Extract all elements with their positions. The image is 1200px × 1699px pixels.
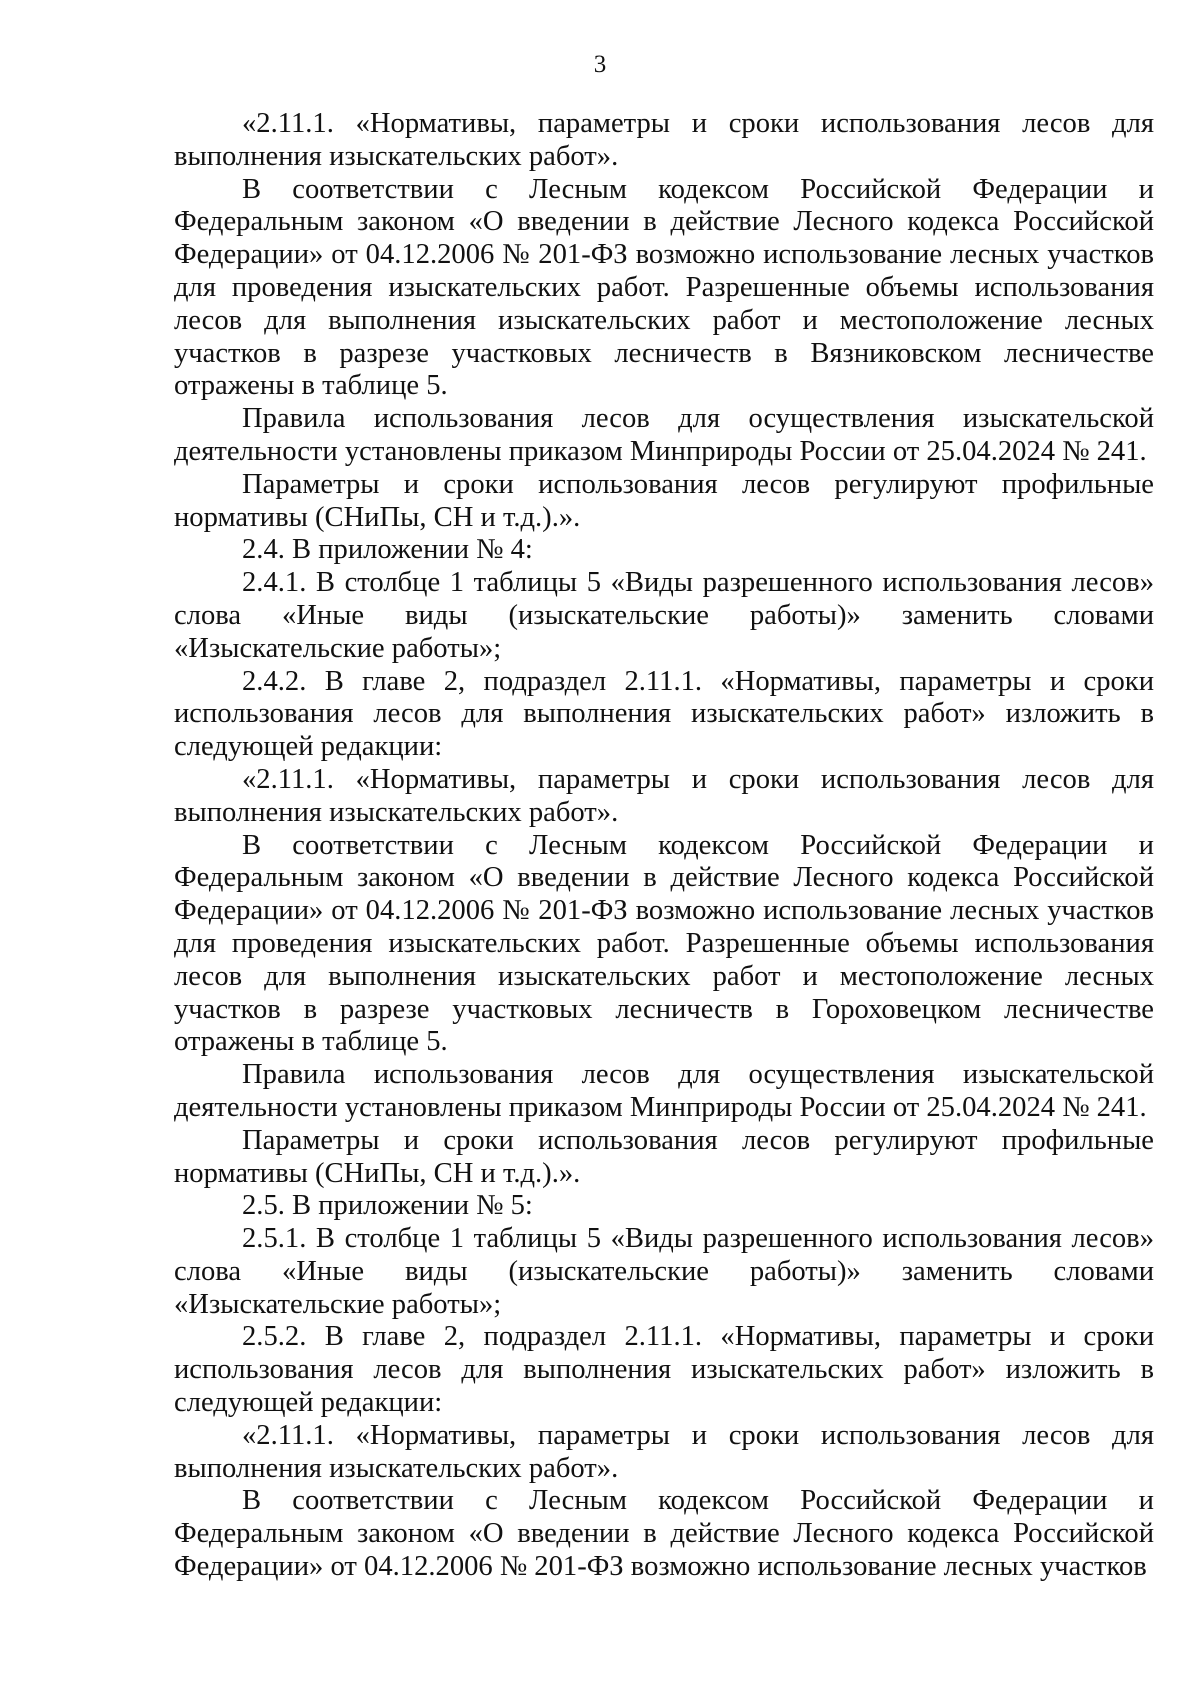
- paragraph-amendment: 2.4.1. В столбце 1 таблицы 5 «Виды разрешенного использования лесов» слова «Иные виды (изыскательские работы)» заменить словами «Изыскательские работы»;: [174, 567, 1154, 664]
- paragraph-parameters: Параметры и сроки использования лесов регулируют профильные нормативы (СНиПы, СН и т.д.).».: [174, 468, 1154, 533]
- paragraph-amendment: 2.4.2. В главе 2, подраздел 2.11.1. «Нормативы, параметры и сроки использования лесов для выполнения изыскательских работ» изложить в следующей редакции:: [174, 665, 1154, 763]
- paragraph-parameters: Параметры и сроки использования лесов регулируют профильные нормативы (СНиПы, СН и т.д.).».: [174, 1124, 1154, 1189]
- paragraph-subsection-title: «2.11.1. «Нормативы, параметры и сроки использования лесов для выполнения изыскательских работ».: [174, 108, 1154, 172]
- paragraph-amendment: 2.5.1. В столбце 1 таблицы 5 «Виды разрешенного использования лесов» слова «Иные виды (изыскательские работы)» заменить словами «Изыскательские работы»;: [174, 1223, 1154, 1320]
- page-number: 3: [593, 51, 607, 78]
- paragraph-appendix-heading: 2.4. В приложении № 4:: [242, 534, 533, 566]
- paragraph-appendix-heading: 2.5. В приложении № 5:: [242, 1190, 533, 1222]
- paragraph-legal-basis: В соответствии с Лесным кодексом Российской Федерации и Федеральным законом «О введении в действие Лесного кодекса Российской Федерации» от 04.12.2006 № 201-ФЗ возможно использование лесных участков: [174, 1485, 1154, 1583]
- paragraph-legal-basis: В соответствии с Лесным кодексом Российской Федерации и Федеральным законом «О введении в действие Лесного кодекса Российской Федерации» от 04.12.2006 № 201-ФЗ возможно использование лесных участков для проведения изыскательских работ. Разрешенные объемы использования лесов для выполнения изыскательских работ и местоположение лесных участков в разрезе участковых лесничеств в Гороховецком лесничестве отражены в таблице 5.: [174, 829, 1154, 1058]
- paragraph-legal-basis: В соответствии с Лесным кодексом Российской Федерации и Федеральным законом «О введении в действие Лесного кодекса Российской Федерации» от 04.12.2006 № 201-ФЗ возможно использование лесных участков для проведения изыскательских работ. Разрешенные объемы использования лесов для выполнения изыскательских работ и местоположение лесных участков в разрезе участковых лесничеств в Вязниковском лесничестве отражены в таблице 5.: [174, 173, 1154, 402]
- paragraph-amendment: 2.5.2. В главе 2, подраздел 2.11.1. «Нормативы, параметры и сроки использования лесов для выполнения изыскательских работ» изложить в следующей редакции:: [174, 1321, 1154, 1419]
- paragraph-rules: Правила использования лесов для осуществления изыскательской деятельности установлены приказом Минприроды России от 25.04.2024 № 241.: [174, 1059, 1154, 1123]
- paragraph-rules: Правила использования лесов для осуществления изыскательской деятельности установлены приказом Минприроды России от 25.04.2024 № 241.: [174, 403, 1154, 467]
- document-body: [174, 108, 1154, 1584]
- paragraph-subsection-title: «2.11.1. «Нормативы, параметры и сроки использования лесов для выполнения изыскательских работ».: [174, 1419, 1154, 1484]
- paragraph-subsection-title: «2.11.1. «Нормативы, параметры и сроки использования лесов для выполнения изыскательских работ».: [174, 763, 1154, 828]
